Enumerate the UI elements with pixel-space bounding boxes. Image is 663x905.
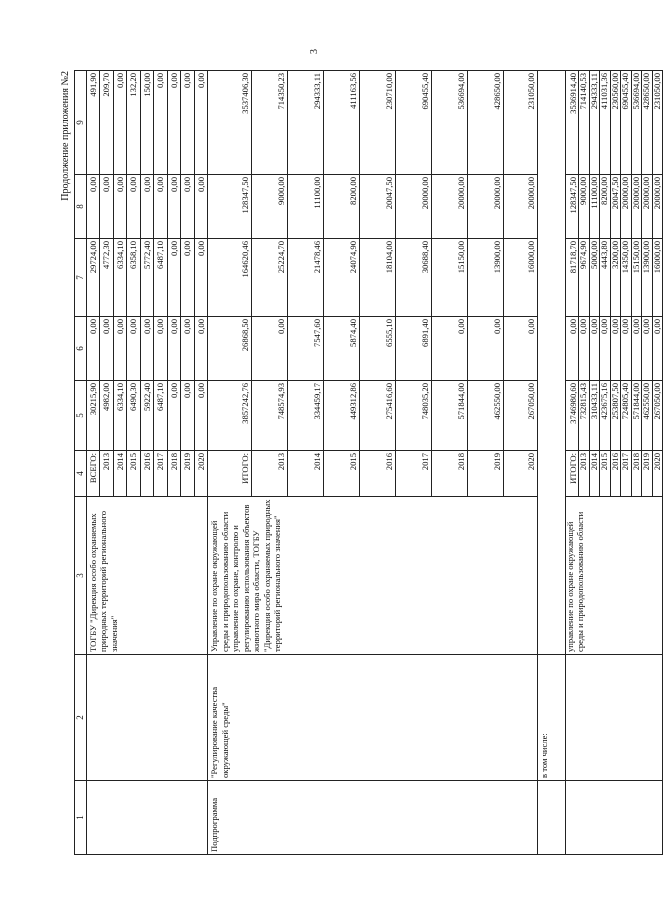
amount-cell: 231050,00 (504, 71, 538, 175)
amount-cell: 0,00 (194, 381, 208, 451)
year-cell: 2018 (432, 451, 468, 497)
group3-row (566, 71, 579, 855)
amount-cell: 24074,90 (324, 239, 360, 317)
year-cell: 2020 (504, 451, 538, 497)
amount-cell: 690455,40 (396, 71, 432, 175)
amount-cell: 230710,00 (360, 71, 396, 175)
year-cell: 2017 (621, 451, 632, 497)
amount-cell: 714140,53 (579, 71, 590, 175)
amount-cell: 7547,60 (288, 317, 324, 381)
amount-cell: 0,00 (181, 175, 195, 239)
amount-cell: 6334,10 (113, 239, 127, 317)
amount-cell: 0,00 (154, 71, 168, 175)
amount-cell: 253807,50 (610, 381, 621, 451)
amount-cell: 571844,00 (631, 381, 642, 451)
amount-cell: 732815,43 (579, 381, 590, 451)
executor: Управление по охране окружающей среды и природопользованию области управление по охране, контролю и регулированию использования объектов животного мира области, ТОГБУ "Дирекция особо охраняемых природных территорий регионального значения" (208, 497, 538, 655)
amount-cell: 0,00 (631, 317, 642, 381)
amount-cell: 0,00 (127, 175, 141, 239)
year-cell: 2018 (631, 451, 642, 497)
amount-cell: 20047,50 (610, 175, 621, 239)
column-number: 4 (75, 451, 87, 497)
program-name: "Регулирование качества окружающей среды" (208, 655, 538, 781)
year-cell: 2017 (154, 451, 168, 497)
amount-cell: 411031,36 (600, 71, 611, 175)
amount-cell: 20000,00 (468, 175, 504, 239)
amount-cell: 230560,00 (610, 71, 621, 175)
amount-cell: 0,00 (113, 175, 127, 239)
amount-cell: 0,00 (154, 175, 168, 239)
amount-cell: 0,00 (432, 317, 468, 381)
amount-cell: 0,00 (468, 317, 504, 381)
year-cell: 2019 (468, 451, 504, 497)
amount-cell: 428650,00 (642, 71, 653, 175)
budget-table (74, 70, 663, 855)
amount-cell: 462550,00 (468, 381, 504, 451)
table-body (75, 71, 663, 855)
amount-cell: 267050,00 (504, 381, 538, 451)
amount-cell: 714350,23 (252, 71, 288, 175)
amount-cell: 16000,00 (504, 239, 538, 317)
total-label: ИТОГО: (208, 451, 252, 497)
amount-cell: 0,00 (566, 317, 579, 381)
year-cell: 2014 (113, 451, 127, 497)
amount-cell: 3537406,30 (208, 71, 252, 175)
year-cell: 2019 (642, 451, 653, 497)
program-name (86, 655, 208, 781)
amount-cell: 0,00 (140, 317, 154, 381)
program-type (566, 781, 663, 855)
amount-cell: 0,00 (642, 317, 653, 381)
amount-cell: 0,00 (589, 317, 600, 381)
amount-cell: 6358,10 (127, 239, 141, 317)
amount-cell: 20000,00 (504, 175, 538, 239)
year-cell: 2015 (324, 451, 360, 497)
year-cell: 2016 (610, 451, 621, 497)
amount-cell: 0,00 (252, 317, 288, 381)
group2-row (208, 71, 252, 855)
year-cell: 2013 (252, 451, 288, 497)
amount-cell: 13900,00 (642, 239, 653, 317)
amount-cell: 334459,17 (288, 381, 324, 451)
amount-cell: 0,00 (113, 71, 127, 175)
page-number: 3 (309, 49, 320, 54)
amount-cell: 748035,20 (396, 381, 432, 451)
amount-cell: 4772,30 (100, 239, 114, 317)
amount-cell: 9000,00 (579, 175, 590, 239)
program-type: Подпрограмма (208, 781, 538, 855)
year-cell: 2014 (589, 451, 600, 497)
year-cell: 2013 (579, 451, 590, 497)
amount-cell: 3200,00 (610, 239, 621, 317)
amount-cell: 9000,00 (252, 175, 288, 239)
amount-cell: 81718,70 (566, 239, 579, 317)
amount-cell: 411163,56 (324, 71, 360, 175)
amount-cell: 0,00 (610, 317, 621, 381)
amount-cell: 491,90 (86, 71, 100, 175)
amount-cell: 5922,40 (140, 381, 154, 451)
amount-cell: 0,00 (113, 317, 127, 381)
amount-cell: 21478,46 (288, 239, 324, 317)
amount-cell: 5000,00 (589, 239, 600, 317)
total-label: ИТОГО: (566, 451, 579, 497)
amount-cell: 16000,00 (652, 239, 663, 317)
amount-cell: 536694,00 (631, 71, 642, 175)
amount-cell: 150,00 (140, 71, 154, 175)
amount-cell: 6487,10 (154, 381, 168, 451)
amount-cell: 0,00 (621, 317, 632, 381)
amount-cell: 13900,00 (468, 239, 504, 317)
amount-cell: 6891,40 (396, 317, 432, 381)
amount-cell: 30215,90 (86, 381, 100, 451)
year-cell: 2016 (360, 451, 396, 497)
column-number: 3 (75, 497, 87, 655)
amount-cell: 15150,00 (432, 239, 468, 317)
amount-cell: 8200,00 (324, 175, 360, 239)
empty-cell (538, 781, 566, 855)
amount-cell: 0,00 (167, 71, 181, 175)
year-cell: 2020 (652, 451, 663, 497)
amount-cell: 310433,11 (589, 381, 600, 451)
amount-cell: 0,00 (181, 71, 195, 175)
amount-cell: 294333,11 (589, 71, 600, 175)
amount-cell: 4982,00 (100, 381, 114, 451)
program-name (566, 655, 663, 781)
amount-cell: 724805,40 (621, 381, 632, 451)
amount-cell: 0,00 (167, 175, 181, 239)
amount-cell: 20000,00 (396, 175, 432, 239)
amount-cell: 26868,50 (208, 317, 252, 381)
amount-cell: 4443,80 (600, 239, 611, 317)
amount-cell: 20000,00 (432, 175, 468, 239)
amount-cell: 462550,00 (642, 381, 653, 451)
column-number: 1 (75, 781, 87, 855)
column-number: 5 (75, 381, 87, 451)
amount-cell: 6490,30 (127, 381, 141, 451)
amount-cell: 0,00 (579, 317, 590, 381)
amount-cell: 30688,40 (396, 239, 432, 317)
amount-cell: 0,00 (181, 239, 195, 317)
year-cell: 2015 (600, 451, 611, 497)
year-cell: 2015 (127, 451, 141, 497)
amount-cell: 536694,00 (432, 71, 468, 175)
executor: ТОГБУ "Дирекция особо охраняемых природных территорий регионального значения" (86, 497, 208, 655)
amount-cell: 0,00 (194, 71, 208, 175)
amount-cell: 3857242,76 (208, 381, 252, 451)
amount-cell: 9674,90 (579, 239, 590, 317)
column-number: 7 (75, 239, 87, 317)
amount-cell: 449312,86 (324, 381, 360, 451)
amount-cell: 0,00 (181, 317, 195, 381)
year-cell: 2018 (167, 451, 181, 497)
amount-cell: 0,00 (86, 317, 100, 381)
executor: управление по охране окружающей среды и природопользованию области (566, 497, 663, 655)
amount-cell: 0,00 (194, 317, 208, 381)
amount-cell: 0,00 (140, 175, 154, 239)
group1-row (86, 71, 100, 855)
rotated-page (60, 65, 662, 855)
amount-cell: 0,00 (600, 317, 611, 381)
column-number: 9 (75, 71, 87, 175)
amount-cell: 20000,00 (621, 175, 632, 239)
subheading-row (538, 71, 566, 855)
amount-cell: 29724,00 (86, 239, 100, 317)
amount-cell: 0,00 (154, 317, 168, 381)
amount-cell: 14350,00 (621, 239, 632, 317)
amount-cell: 20000,00 (652, 175, 663, 239)
amount-cell: 3746980,60 (566, 381, 579, 451)
amount-cell: 0,00 (181, 381, 195, 451)
amount-cell: 128347,50 (208, 175, 252, 239)
amount-cell: 18104,00 (360, 239, 396, 317)
total-label: ВСЕГО: (86, 451, 100, 497)
amount-cell: 0,00 (167, 239, 181, 317)
appendix-note: Продолжение приложения №2 (60, 71, 71, 201)
year-cell: 2016 (140, 451, 154, 497)
amount-cell: 294333,11 (288, 71, 324, 175)
amount-cell: 0,00 (127, 317, 141, 381)
column-number: 2 (75, 655, 87, 781)
year-cell: 2014 (288, 451, 324, 497)
year-cell: 2013 (100, 451, 114, 497)
amount-cell: 0,00 (167, 317, 181, 381)
amount-cell: 428650,00 (468, 71, 504, 175)
column-number: 8 (75, 175, 87, 239)
amount-cell: 11100,00 (589, 175, 600, 239)
amount-cell: 8200,00 (600, 175, 611, 239)
amount-cell: 20000,00 (631, 175, 642, 239)
amount-cell: 6555,10 (360, 317, 396, 381)
year-cell: 2020 (194, 451, 208, 497)
amount-cell: 20047,50 (360, 175, 396, 239)
amount-cell: 25224,70 (252, 239, 288, 317)
amount-cell: 5874,40 (324, 317, 360, 381)
column-number: 6 (75, 317, 87, 381)
amount-cell: 6487,10 (154, 239, 168, 317)
amount-cell: 423675,16 (600, 381, 611, 451)
amount-cell: 0,00 (167, 381, 181, 451)
amount-cell: 748574,93 (252, 381, 288, 451)
amount-cell: 11100,00 (288, 175, 324, 239)
amount-cell: 0,00 (100, 317, 114, 381)
amount-cell: 5772,40 (140, 239, 154, 317)
amount-cell: 0,00 (504, 317, 538, 381)
amount-cell: 0,00 (194, 175, 208, 239)
amount-cell: 571844,00 (432, 381, 468, 451)
column-numbers-row (75, 71, 87, 855)
amount-cell: 275416,60 (360, 381, 396, 451)
amount-cell: 209,70 (100, 71, 114, 175)
amount-cell: 0,00 (86, 175, 100, 239)
amount-cell: 267050,00 (652, 381, 663, 451)
amount-cell: 690455,40 (621, 71, 632, 175)
amount-cell: 0,00 (100, 175, 114, 239)
amount-cell: 3536914,40 (566, 71, 579, 175)
amount-cell: 164620,46 (208, 239, 252, 317)
amount-cell: 0,00 (194, 239, 208, 317)
amount-cell: 20000,00 (642, 175, 653, 239)
year-cell: 2017 (396, 451, 432, 497)
amount-cell: 231050,00 (652, 71, 663, 175)
amount-cell: 132,20 (127, 71, 141, 175)
amount-cell: 0,00 (652, 317, 663, 381)
empty-cell (538, 71, 566, 655)
amount-cell: 128347,50 (566, 175, 579, 239)
amount-cell: 6334,10 (113, 381, 127, 451)
year-cell: 2019 (181, 451, 195, 497)
amount-cell: 15150,00 (631, 239, 642, 317)
program-type (86, 781, 208, 855)
subheading: в том числе: (538, 655, 566, 781)
